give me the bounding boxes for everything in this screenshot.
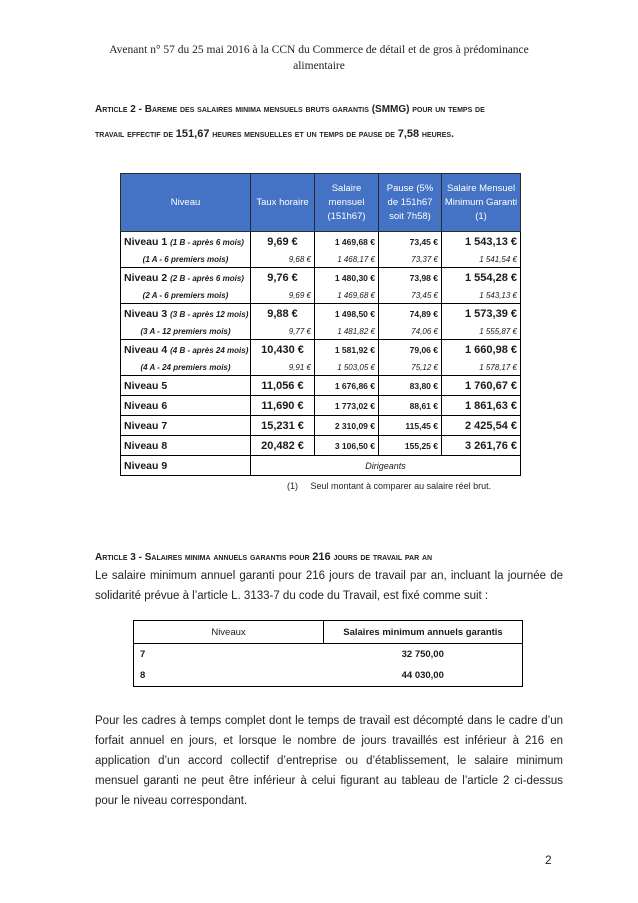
annual-value-cell: 32 750,00 <box>324 644 523 666</box>
smg-cell: 1 541,54 € <box>442 251 521 268</box>
table-row <box>134 644 523 666</box>
rate-cell: 9,76 € <box>251 268 315 288</box>
salary-table-header <box>121 174 521 232</box>
smg-cell: 1 660,98 € <box>442 340 521 360</box>
pause-cell: 79,06 € <box>379 340 442 360</box>
table-row <box>121 396 521 416</box>
table-row <box>121 251 521 268</box>
smmg-cell: 1 581,92 € <box>315 340 379 360</box>
smmg-cell: 1 469,68 € <box>315 287 379 304</box>
smg-cell: 1 543,13 € <box>442 232 521 252</box>
table-row <box>121 359 521 376</box>
smmg-cell: 1 503,05 € <box>315 359 379 376</box>
header-smg: Salaire Mensuel Minimum Garanti (1) <box>442 174 521 232</box>
smg-cell: 1 543,13 € <box>442 287 521 304</box>
smmg-cell: 1 676,86 € <box>315 376 379 396</box>
smg-cell: 1 861,63 € <box>442 396 521 416</box>
level-cell: Niveau 9 <box>121 456 251 476</box>
rate-cell: 10,430 € <box>251 340 315 360</box>
smg-cell: 1 554,28 € <box>442 268 521 288</box>
table-row <box>121 232 521 252</box>
table-row <box>121 304 521 324</box>
footnote-text: Seul montant à comparer au salaire réel brut. <box>310 481 492 491</box>
smg-cell: 1 573,39 € <box>442 304 521 324</box>
paragraph-annual-salary: Le salaire minimum annuel garanti pour 216 jours de travail par an, incluant la journée de solidarité prévue à l’article L. 3133-7 du code du Travail, est fixé comme suit : <box>95 570 563 602</box>
sublevel-cell: (4 A - 24 premiers mois) <box>121 359 251 376</box>
level-cell: Niveau 5 <box>121 376 251 396</box>
rate-cell: 15,231 € <box>251 416 315 436</box>
article-3-title: Article 3 - Salaires minima annuels garantis pour 216 jours de travail par an <box>95 551 433 563</box>
paragraph-cadres: Pour les cadres à temps complet dont le temps de travail est décompté dans le cadre d’un forfait annuel en jours, et lorsque le nombre de jours travaillés est inférieur à 216 en application d’un accord collectif d’entreprise ou d’établissement, le salaire minimum mensuel garanti ne peut être inférieur à celui figurant au tableau de l’article 2 ci-dessus pour le niveau correspondant. <box>95 715 563 807</box>
pause-cell: 74,06 € <box>379 323 442 340</box>
header-pause: Pause (5% de 151h67 soit 7h58) <box>379 174 442 232</box>
annual-value-cell: 44 030,00 <box>324 665 523 687</box>
rate-cell: 9,69 € <box>251 287 315 304</box>
table-row <box>121 323 521 340</box>
level-cell: Niveau 3 (3 B - après 12 mois) <box>121 304 251 324</box>
pause-cell: 74,89 € <box>379 304 442 324</box>
annual-salary-table <box>133 620 523 687</box>
table-row <box>121 268 521 288</box>
sublevel-cell: (2 A - 6 premiers mois) <box>121 287 251 304</box>
article-2-title: Article 2 - Bareme des salaires minima mensuels bruts garantis (SMMG) pour un temps de travail effectif de 151,67 heures mensuelles et un temps de pause de 7,58 heures. <box>95 104 485 140</box>
table-row <box>121 340 521 360</box>
pause-cell: 115,45 € <box>379 416 442 436</box>
annual-level-cell: 7 <box>134 644 324 666</box>
smg-cell: 2 425,54 € <box>442 416 521 436</box>
rate-cell: 9,88 € <box>251 304 315 324</box>
pause-cell: 73,45 € <box>379 232 442 252</box>
rate-cell: 9,77 € <box>251 323 315 340</box>
smmg-cell: 1 469,68 € <box>315 232 379 252</box>
smmg-cell: 2 310,09 € <box>315 416 379 436</box>
smg-cell: 3 261,76 € <box>442 436 521 456</box>
header-salaries: Salaires minimum annuels garantis <box>324 621 523 644</box>
pause-cell: 73,37 € <box>379 251 442 268</box>
level-cell: Niveau 7 <box>121 416 251 436</box>
table-row <box>121 287 521 304</box>
smmg-cell: 1 481,82 € <box>315 323 379 340</box>
pause-cell: 83,80 € <box>379 376 442 396</box>
header-line-2: alimentaire <box>293 60 345 72</box>
rate-cell: 20,482 € <box>251 436 315 456</box>
smmg-cell: 1 480,30 € <box>315 268 379 288</box>
rate-cell: 9,68 € <box>251 251 315 268</box>
rate-cell: 11,690 € <box>251 396 315 416</box>
sublevel-cell: (1 A - 6 premiers mois) <box>121 251 251 268</box>
smmg-cell: 1 773,02 € <box>315 396 379 416</box>
table-row <box>121 436 521 456</box>
smmg-cell: 1 468,17 € <box>315 251 379 268</box>
level-cell: Niveau 1 (1 B - après 6 mois) <box>121 232 251 252</box>
footnote <box>287 481 491 491</box>
header-taux: Taux horaire <box>251 174 315 232</box>
smg-cell: 1 760,67 € <box>442 376 521 396</box>
smmg-cell: 3 106,50 € <box>315 436 379 456</box>
pause-cell: 88,61 € <box>379 396 442 416</box>
header-line-1: Avenant n° 57 du 25 mai 2016 à la CCN du Commerce de détail et de gros à prédominance <box>109 44 529 56</box>
level-cell: Niveau 4 (4 B - après 24 mois) <box>121 340 251 360</box>
table-row <box>134 665 523 687</box>
annual-table-header <box>134 621 523 644</box>
smmg-cell: 1 498,50 € <box>315 304 379 324</box>
rate-cell: 9,91 € <box>251 359 315 376</box>
smg-cell: 1 555,87 € <box>442 323 521 340</box>
rate-cell: 11,056 € <box>251 376 315 396</box>
level-cell: Niveau 2 (2 B - après 6 mois) <box>121 268 251 288</box>
header-niveau: Niveau <box>121 174 251 232</box>
table-row <box>121 456 521 476</box>
pause-cell: 155,25 € <box>379 436 442 456</box>
table-row <box>121 416 521 436</box>
sublevel-cell: (3 A - 12 premiers mois) <box>121 323 251 340</box>
level-cell: Niveau 8 <box>121 436 251 456</box>
pause-cell: 75,12 € <box>379 359 442 376</box>
header-smmg: Salaire mensuel (151h67) <box>315 174 379 232</box>
dirigeants-cell: Dirigeants <box>251 456 521 476</box>
footnote-number: (1) <box>287 481 298 491</box>
header-levels: Niveaux <box>134 621 324 644</box>
document-header <box>60 42 578 74</box>
level-cell: Niveau 6 <box>121 396 251 416</box>
pause-cell: 73,45 € <box>379 287 442 304</box>
rate-cell: 9,69 € <box>251 232 315 252</box>
smg-cell: 1 578,17 € <box>442 359 521 376</box>
pause-cell: 73,98 € <box>379 268 442 288</box>
table-row <box>121 376 521 396</box>
salary-table <box>120 173 521 476</box>
page-number: 2 <box>545 853 552 867</box>
annual-level-cell: 8 <box>134 665 324 687</box>
